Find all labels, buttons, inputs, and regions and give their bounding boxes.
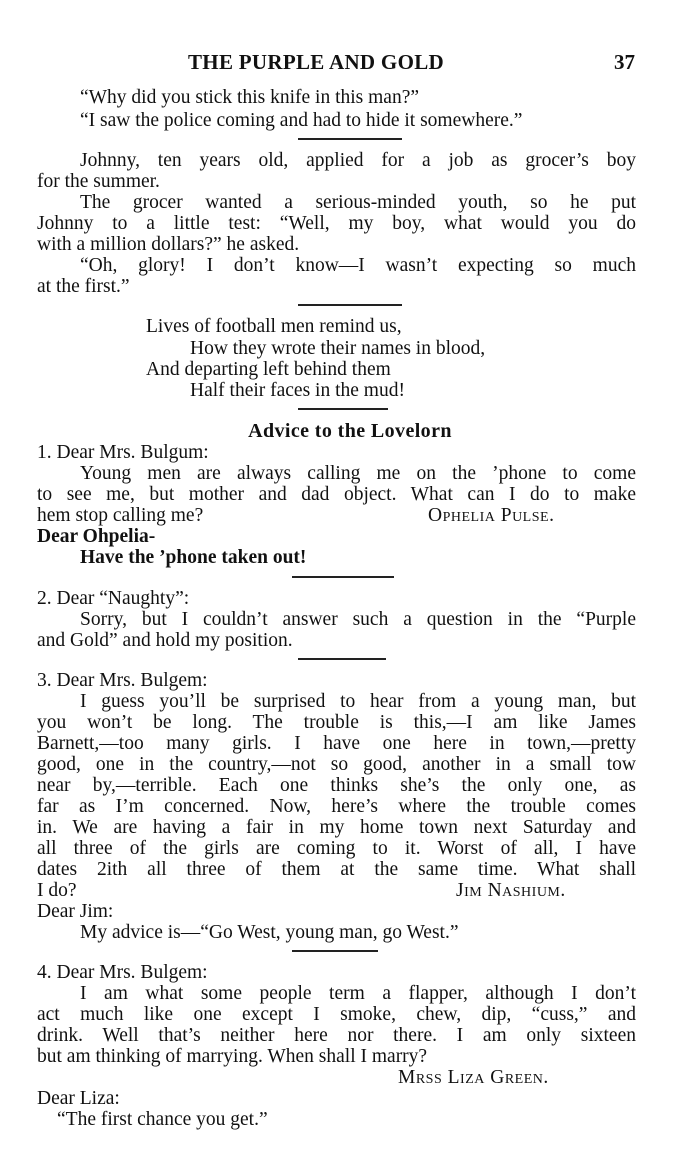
separator-rule [292, 576, 394, 578]
poem-line: How they wrote their names in blood, [190, 338, 486, 359]
poem-line: Half their faces in the mud! [190, 380, 405, 401]
letter3-reply: My advice is—“Go West, young man, go West.” [80, 922, 459, 943]
letter4-salutation: 4. Dear Mrs. Bulgem: [37, 962, 208, 983]
letter3-body-line: far as I’m concerned. Now, here’s where the trouble comes [37, 796, 636, 817]
letter3-reply-salutation: Dear Jim: [37, 901, 114, 922]
letter3-signature: Jim Nashium. [456, 880, 566, 901]
letter3-body-line: in. We are having a fair in my home town next Saturday and [37, 817, 636, 838]
separator-rule [298, 658, 386, 660]
letter3-body-line: near by,—terrible. Each one thinks she’s the only one, as [37, 775, 636, 796]
letter3-body-line: I do? [37, 880, 77, 901]
letter4-body-line: drink. Well that’s neither here nor there. I am only sixteen [37, 1025, 636, 1046]
letter1-body-line: hem stop calling me? [37, 505, 204, 526]
section-heading: Advice to the Lovelorn [248, 420, 452, 442]
letter3-salutation: 3. Dear Mrs. Bulgem: [37, 670, 208, 691]
joke2-line: at the first.” [37, 276, 130, 297]
joke2-line: “Oh, glory! I don’t know—I wasn’t expecting so much [80, 255, 636, 276]
joke1-line1: “Why did you stick this knife in this man?” [80, 87, 420, 108]
letter3-body-line: I guess you’ll be surprised to hear from a young man, but [80, 691, 636, 712]
letter2-salutation: 2. Dear “Naughty”: [37, 588, 190, 609]
letter4-reply: “The first chance you get.” [57, 1109, 268, 1130]
separator-rule [292, 950, 378, 952]
letter3-body-line: you won’t be long. The trouble is this,—I am like James [37, 712, 636, 733]
letter3-body-line: dates 2ith all three of them at the same time. What shall [37, 859, 636, 880]
letter1-reply-salutation: Dear Ohpelia- [37, 526, 156, 547]
letter1-reply: Have the ’phone taken out! [80, 547, 307, 568]
page-header [0, 50, 700, 78]
letter1-body-line: Young men are always calling me on the ’phone to come [80, 463, 636, 484]
joke1-line2: “I saw the police coming and had to hide it somewhere.” [80, 110, 523, 131]
letter2-reply-line: and Gold” and hold my position. [37, 630, 293, 651]
letter4-body-line: act much like one except I smoke, chew, dip, “cuss,” and [37, 1004, 636, 1025]
letter3-body-line: Barnett,—too many girls. I have one here in town,—pretty [37, 733, 636, 754]
separator-rule [298, 138, 402, 140]
joke2-line: for the summer. [37, 171, 160, 192]
letter3-body-line: all three of the girls are coming to it. Worst of all, I have [37, 838, 636, 859]
letter4-body-line: but am thinking of marrying. When shall I marry? [37, 1046, 428, 1067]
letter4-reply-salutation: Dear Liza: [37, 1088, 120, 1109]
separator-rule [298, 304, 402, 306]
letter4-body-line: I am what some people term a flapper, although I don’t [80, 983, 636, 1004]
running-title: THE PURPLE AND GOLD [188, 50, 444, 74]
poem-line: Lives of football men remind us, [146, 316, 402, 337]
separator-rule [298, 408, 388, 410]
letter3-body-line: good, one in the country,—not so good, another in a small tow [37, 754, 636, 775]
letter1-body-line: to see me, but mother and dad object. What can I do to make [37, 484, 636, 505]
poem-line: And departing left behind them [146, 359, 391, 380]
letter2-reply-line: Sorry, but I couldn’t answer such a question in the “Purple [80, 609, 636, 630]
joke2-line: with a million dollars?” he asked. [37, 234, 300, 255]
letter1-signature: Ophelia Pulse. [428, 505, 555, 526]
joke2-line: Johnny, ten years old, applied for a job as grocer’s boy [80, 150, 636, 171]
letter1-salutation: 1. Dear Mrs. Bulgum: [37, 442, 209, 463]
page-number: 37 [614, 50, 635, 74]
letter4-signature: Mrss Liza Green. [398, 1067, 549, 1088]
joke2-line: The grocer wanted a serious-minded youth, so he put [80, 192, 636, 213]
joke2-line: Johnny to a little test: “Well, my boy, what would you do [37, 213, 636, 234]
